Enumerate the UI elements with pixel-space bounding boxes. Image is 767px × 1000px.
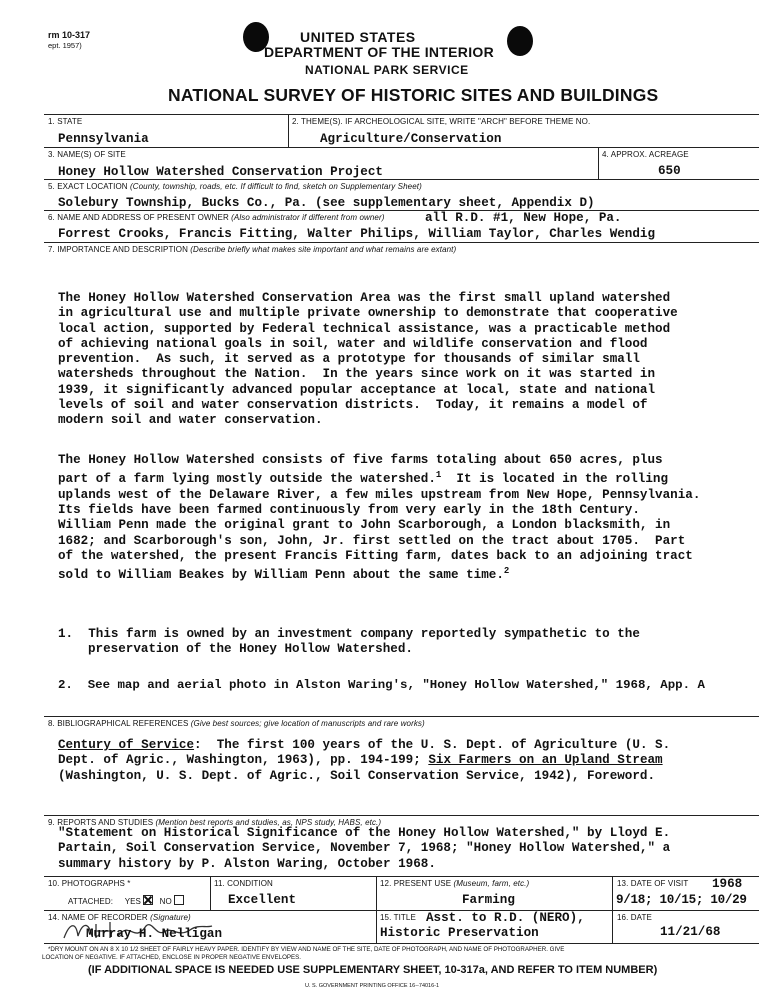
no-checkbox[interactable] [174, 895, 184, 905]
rule-row-8 [44, 716, 759, 717]
agency-line-2: DEPARTMENT OF THE INTERIOR [264, 44, 494, 60]
footnote-1 [58, 627, 640, 658]
survey-title: NATIONAL SURVEY OF HISTORIC SITES AND BUILDINGS [168, 85, 659, 105]
condition-value: Excellent [228, 893, 297, 907]
rule-row-5 [44, 242, 759, 243]
description-paragraph-2 [58, 453, 700, 584]
text-fragment: sold to William Beakes by William Penn about the same time. [58, 568, 504, 583]
date-label: 16. DATE [617, 913, 652, 922]
title-label: 15. TITLE [380, 913, 416, 922]
site-name-value: Honey Hollow Watershed Conservation Project [58, 165, 383, 179]
text-line: 1682; and Scarborough's son, John, Jr. first settled on the tract about 1705. Part [58, 533, 686, 548]
instructions-line-2: LOCATION OF NEGATIVE. IF ATTACHED, ENCLOSE IN PROPER NEGATIVE ENVELOPES. [42, 954, 302, 961]
location-value: Solebury Township, Bucks Co., Pa. (see supplementary sheet, Appendix D) [58, 196, 595, 210]
importance-note: (Describe briefly what makes site important and what remains are extant) [190, 245, 457, 254]
state-value: Pennsylvania [58, 132, 149, 146]
text-line: watersheds throughout the Nation. In the years since work on it was started in [58, 367, 656, 382]
photos-label: 10. PHOTOGRAPHS * [48, 879, 131, 888]
recorder-label: 14. NAME OF RECORDER (Signature) [48, 913, 191, 922]
bibliography-label: 8. BIBLIOGRAPHICAL REFERENCES (Give best sources; give location of manuscripts and rare works) [48, 719, 425, 728]
text-fragment: It is located in the rolling [456, 472, 669, 487]
text-line: The Honey Hollow Watershed Conservation Area was the first small upland watershed [58, 291, 671, 305]
bibliography-note: (Give best sources; give location of manuscripts and rare works) [190, 719, 425, 728]
text-line: preservation of the Honey Hollow Watershed. [88, 642, 413, 657]
text-line [58, 468, 700, 487]
rule-row-4 [44, 210, 759, 211]
text-line [58, 753, 670, 768]
text-line: of achieving national goals in soil, water and wildlife conservation and flood [58, 336, 648, 351]
reports-note: (Mention best reports and studies, as, NPS study, HABS, etc.) [155, 818, 382, 827]
present-use-label: 12. PRESENT USE (Museum, farm, etc.) [380, 879, 530, 888]
agency-line-1: UNITED STATES [300, 29, 416, 45]
rule-row-9 [44, 815, 759, 816]
reference-title: Six Farmers on an Upland Stream [428, 753, 663, 768]
text-line [58, 564, 700, 583]
text-line: of the watershed, the present Francis Fitting farm, dates back to an adjoining tract [58, 548, 693, 563]
recorder-name: Murray H. Nelligan [86, 927, 223, 941]
state-label: 1. STATE [48, 117, 83, 126]
visit-dates: 9/18; 10/15; 10/29 [616, 893, 747, 907]
date-value: 11/21/68 [660, 925, 721, 939]
location-note: (County, township, roads, etc. If difficult to find, sketch on Supplementary Sheet) [129, 182, 422, 191]
rule-row-2 [44, 147, 759, 148]
location-label: 5. EXACT LOCATION (County, township, roads, etc. If difficult to find, sketch on Supplementary Sheet) [48, 182, 422, 191]
photos-attached [68, 895, 186, 906]
text-line: in agricultural use and multiple private ownership to demonstrate that cooperative [58, 306, 678, 321]
acreage-value: 650 [658, 164, 681, 178]
rule-row-10 [44, 876, 759, 877]
attached-label: ATTACHED: [68, 897, 114, 906]
rule-photos-divider [210, 876, 211, 910]
themes-label: 2. THEME(S). IF ARCHEOLOGICAL SITE, WRITE "ARCH" BEFORE THEME NO. [292, 117, 591, 126]
owner-note: (Also administrator if different from owner) [231, 213, 385, 222]
owner-address: all R.D. #1, New Hope, Pa. [425, 211, 622, 225]
text-line: The Honey Hollow Watershed consists of five farms totaling about 650 acres, plus [58, 453, 663, 467]
title-line-1: Asst. to R.D. (NERO), [426, 911, 585, 925]
text-line: 1. This farm is owned by an investment company reportedly sympathetic to the [58, 627, 640, 641]
rule-top [44, 114, 759, 115]
rule-row-14 [44, 910, 759, 911]
text-line: (Washington, U. S. Dept. of Agric., Soil Conservation Service, 1942), Foreword. [58, 768, 656, 783]
rule-row-3 [44, 179, 759, 180]
printing-office: U. S. GOVERNMENT PRINTING OFFICE 16--74016-1 [305, 983, 440, 989]
reports-text [58, 826, 670, 872]
title-line-2: Historic Preservation [380, 926, 539, 940]
text-fragment: Dept. of Agric., Washington, 1963), pp. 194-199; [58, 753, 421, 768]
rule-use-divider [376, 876, 377, 943]
text-line: William Penn made the original grant to John Scarborough, a London blacksmith, in [58, 518, 671, 533]
yes-checkbox[interactable] [143, 895, 153, 905]
present-use-note: (Museum, farm, etc.) [453, 879, 530, 888]
text-line [58, 738, 670, 753]
rule-acreage-divider [598, 147, 599, 179]
text-line: 1939, it significantly advanced popular acceptance at local, state and national [58, 382, 656, 397]
punch-hole-right [507, 26, 533, 56]
description-paragraph-1 [58, 291, 678, 429]
footnote-ref-1: 1 [435, 470, 442, 481]
bibliography-text [58, 738, 670, 784]
form-date: ept. 1957) [48, 41, 82, 50]
reference-title: Century of Service [58, 738, 195, 752]
instructions-line-1: *DRY MOUNT ON AN 8 X 10 1/2 SHEET OF FAIRLY HEAVY PAPER. IDENTIFY BY VIEW AND NAME OF THE SITE, DATE OF PHOTOGRAPH, AND NAME OF PHOTOGRAPHER. GIVE [48, 946, 565, 953]
visit-year: 1968 [712, 877, 743, 891]
visit-label: 13. DATE OF VISIT [617, 879, 689, 888]
text-line: Partain, Soil Conservation Service, November 7, 1968; "Honey Hollow Watershed," a [58, 841, 671, 856]
text-fragment: part of a farm lying mostly outside the watershed. [58, 472, 436, 487]
text-line: Its fields have been farmed continuously from very early in the 18th Century. [58, 503, 640, 518]
form-number: rm 10-317 [48, 30, 91, 40]
text-line: modern soil and water conservation. [58, 413, 323, 428]
text-line: uplands west of the Delaware River, a few miles upstream from New Hope, Pennsylvania. [58, 487, 701, 502]
text-line: summary history by P. Alston Waring, October 1968. [58, 856, 436, 871]
owner-names: Forrest Crooks, Francis Fitting, Walter Philips, William Taylor, Charles Wendig [58, 227, 656, 241]
footnote-2: 2. See map and aerial photo in Alston Waring's, "Honey Hollow Watershed," 1968, App. A [58, 678, 705, 692]
text-line: "Statement on Historical Significance of the Honey Hollow Watershed," by Lloyd E. [58, 826, 671, 840]
footer-note: (IF ADDITIONAL SPACE IS NEEDED USE SUPPLEMENTARY SHEET, 10-317a, AND REFER TO ITEM NUMBER) [88, 964, 658, 976]
reports-label: 9. REPORTS AND STUDIES (Mention best reports and studies, as, NPS study, HABS, etc.) [48, 818, 382, 827]
text-line: prevention. As such, it served as a prototype for thousands of similar small [58, 352, 640, 367]
yes-label: YES [124, 897, 141, 906]
footnote-ref-2: 2 [503, 566, 510, 577]
rule-date-divider [612, 876, 613, 943]
text-line: local action, supported by Federal technical assistance, was a practicable method [58, 321, 671, 336]
no-label: NO [159, 897, 172, 906]
acreage-label: 4. APPROX. ACREAGE [602, 150, 689, 159]
site-name-label: 3. NAME(S) OF SITE [48, 150, 126, 159]
themes-value: Agriculture/Conservation [320, 132, 502, 146]
condition-label: 11. CONDITION [214, 879, 273, 888]
rule-state-divider [288, 114, 289, 147]
agency-line-3: NATIONAL PARK SERVICE [305, 63, 469, 77]
owner-label: 6. NAME AND ADDRESS OF PRESENT OWNER (Also administrator if different from owner) [48, 213, 385, 222]
text-fragment: : The first 100 years of the U. S. Dept. of Agriculture (U. S. [194, 738, 671, 752]
importance-label: 7. IMPORTANCE AND DESCRIPTION (Describe briefly what makes site important and what remains are extant) [48, 245, 457, 254]
present-use-value: Farming [462, 893, 515, 907]
recorder-note: (Signature) [150, 913, 191, 922]
text-line: levels of soil and water conservation districts. Today, it remains a model of [58, 398, 648, 413]
